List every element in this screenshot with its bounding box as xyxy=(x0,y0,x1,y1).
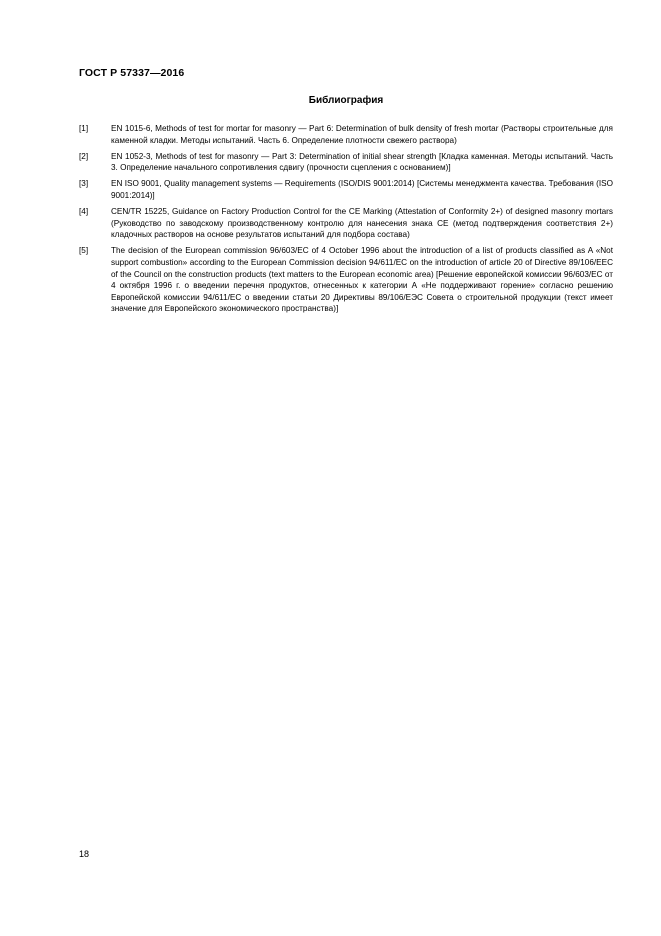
entry-number: [4] xyxy=(79,207,89,217)
bibliography-title: Библиография xyxy=(308,95,384,106)
entry-number: [2] xyxy=(79,151,89,161)
entry-number: [3] xyxy=(79,179,89,189)
page-number: 18 xyxy=(79,849,90,859)
entry-text: EN 1052-3, Methods of test for masonry — Part 3: Determination of initial shear strength [Кладка каменная. Методы испытаний. Часть 3. Определение начального сопротивления сдвигу (прочности сцепления с основанием)] xyxy=(111,151,613,173)
bibliography-entry xyxy=(79,123,613,146)
entry-text: The decision of the European commission 96/603/EC of 4 October 1996 about the introduction of a list of products classified as A «Not support combustion» according to the European Commission decision 94/611/EC on the introduction of article 20 of Directive 89/106/EEC of the Council on the construction products (text matters to the European economic area) [Решение европейской комиссии 96/603/ЕС от 4 октября 1996 г. о введении перечня продуктов, отнесенных к категории А «Не поддерживают горение» согласно решению Европейской комиссии 94/611/ЕС о введении статьи 20 Директивы 89/106/ЕЭС Совета о строительной продукции (текст имеет значение для Европейского экономического пространства)] xyxy=(111,246,613,314)
document-header-id: ГОСТ Р 57337—2016 xyxy=(79,67,185,79)
bibliography-entry xyxy=(79,245,613,315)
bibliography-entry xyxy=(79,151,613,174)
entry-text: EN ISO 9001, Quality management systems — Requirements (ISO/DIS 9001:2014) [Системы менеджмента качества. Требования (ISO 9001:2014)] xyxy=(111,179,613,200)
entry-text: CEN/TR 15225, Guidance on Factory Production Control for the CE Marking (Attestation of Conformity 2+) of designed masonry mortars (Руководство по заводскому производственному контролю для нанесения знака CE (метод подтверждения соответствия 2+) кладочных растворов на основе результатов испытаний для подбора состава) xyxy=(111,207,613,240)
bibliography-list xyxy=(79,123,613,319)
entry-number: [1] xyxy=(79,124,89,133)
entry-text: EN 1015-6, Methods of test for mortar for masonry — Part 6: Determination of bulk density of fresh mortar (Растворы строительные для каменной кладки. Методы испытаний. Часть 6. Определение плотности свежего раствора) xyxy=(111,124,613,145)
entry-number: [5] xyxy=(79,246,89,256)
bibliography-entry xyxy=(79,206,613,241)
bibliography-entry xyxy=(79,178,613,201)
